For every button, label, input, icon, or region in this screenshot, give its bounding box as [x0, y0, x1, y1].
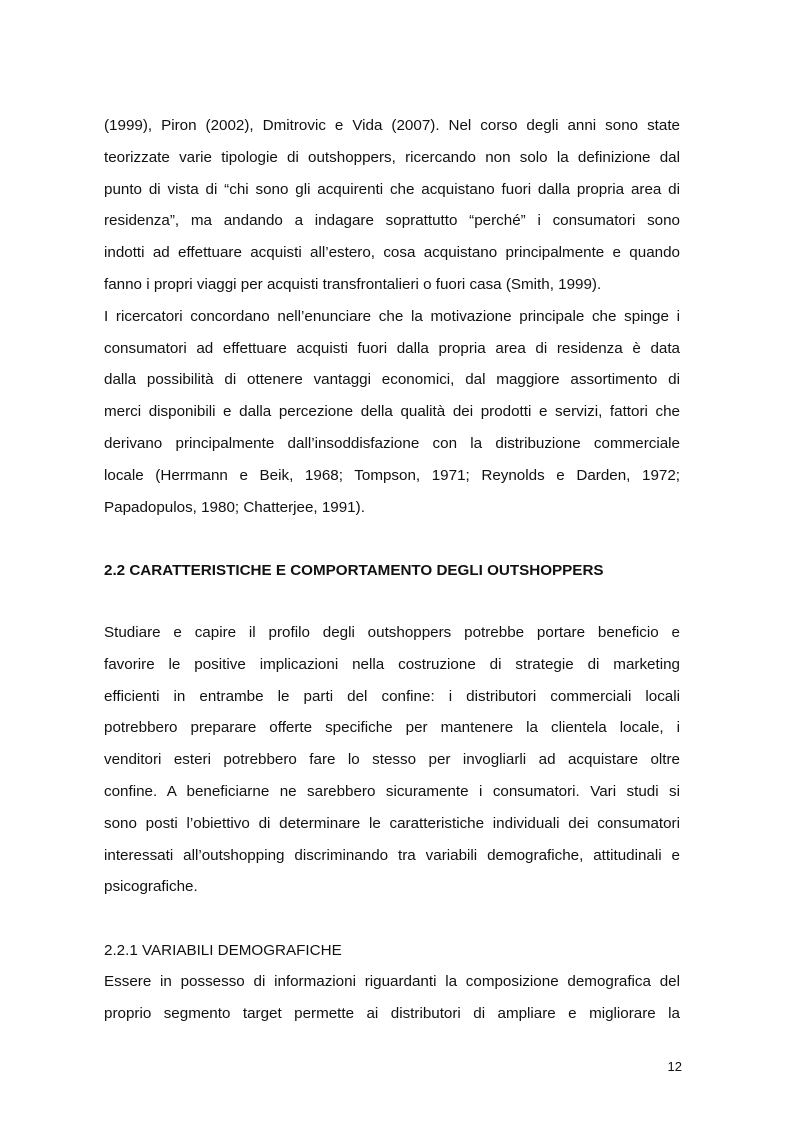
page-body — [104, 110, 680, 523]
paragraph-3-line: psicografiche. — [104, 878, 198, 896]
subsection-body — [104, 966, 680, 1030]
paragraph-1-line: punto di vista di “chi sono gli acquirenti che acquistano fuori dalla propria area di — [104, 180, 680, 198]
paragraph-2-line: consumatori ad effettuare acquisti fuori dalla propria area di residenza è data — [104, 339, 680, 357]
paragraph-1-line: indotti ad effettuare acquisti all’estero, cosa acquistano principalmente e quando — [104, 244, 680, 262]
sub-heading: 2.2.1 VARIABILI DEMOGRAFICHE — [104, 942, 342, 959]
paragraph-3-line: interessati all’outshopping discriminando tra variabili demografiche, attitudinali e — [104, 846, 680, 864]
paragraph-3-line: confine. A beneficiarne ne sarebbero sicuramente i consumatori. Vari studi si — [104, 782, 680, 800]
paragraph-2-line: derivano principalmente dall’insoddisfazione con la distribuzione commerciale — [104, 434, 680, 452]
page-number: 12 — [667, 1059, 682, 1074]
paragraph-2-line: I ricercatori concordano nell’enunciare che la motivazione principale che spinge i — [104, 307, 680, 325]
paragraph-3-line: efficienti in entrambe le parti del confine: i distributori commerciali locali — [104, 687, 680, 705]
paragraph-1 — [104, 110, 680, 301]
paragraph-3-line: venditori esteri potrebbero fare lo stesso per invogliarli ad acquistare oltre — [104, 751, 680, 769]
paragraph-4-line: Essere in possesso di informazioni riguardanti la composizione demografica del — [104, 973, 680, 990]
paragraph-3-line: favorire le positive implicazioni nella costruzione di strategie di marketing — [104, 655, 680, 673]
paragraph-4-line: proprio segmento target permette ai distributori di ampliare e migliorare la — [104, 1004, 680, 1022]
paragraph-2-line: Papadopulos, 1980; Chatterjee, 1991). — [104, 498, 365, 516]
paragraph-1-line: teorizzate varie tipologie di outshoppers, ricercando non solo la definizione dal — [104, 148, 680, 166]
paragraph-3-line: potrebbero preparare offerte specifiche per mantenere la clientela locale, i — [104, 719, 680, 737]
paragraph-3-line: Studiare e capire il profilo degli outshoppers potrebbe portare beneficio e — [104, 624, 680, 641]
paragraph-3 — [104, 617, 680, 903]
section-heading: 2.2 CARATTERISTICHE E COMPORTAMENTO DEGLI OUTSHOPPERS — [104, 562, 604, 579]
paragraph-2-line: locale (Herrmann e Beik, 1968; Tompson, 1971; Reynolds e Darden, 1972; — [104, 466, 680, 484]
paragraph-2 — [104, 301, 680, 524]
paragraph-1-line: (1999), Piron (2002), Dmitrovic e Vida (2007). Nel corso degli anni sono state — [104, 117, 680, 134]
paragraph-2-line: dalla possibilità di ottenere vantaggi economici, dal maggiore assortimento di — [104, 371, 680, 389]
paragraph-2-line: merci disponibili e dalla percezione della qualità dei prodotti e servizi, fattori che — [104, 403, 680, 421]
section-body — [104, 617, 680, 903]
paragraph-1-line: fanno i propri viaggi per acquisti transfrontalieri o fuori casa (Smith, 1999). — [104, 275, 602, 293]
paragraph-3-line: sono posti l’obiettivo di determinare le caratteristiche individuali dei consumatori — [104, 814, 680, 832]
paragraph-4 — [104, 966, 680, 1030]
paragraph-1-line: residenza”, ma andando a indagare soprattutto “perché” i consumatori sono — [104, 212, 680, 230]
